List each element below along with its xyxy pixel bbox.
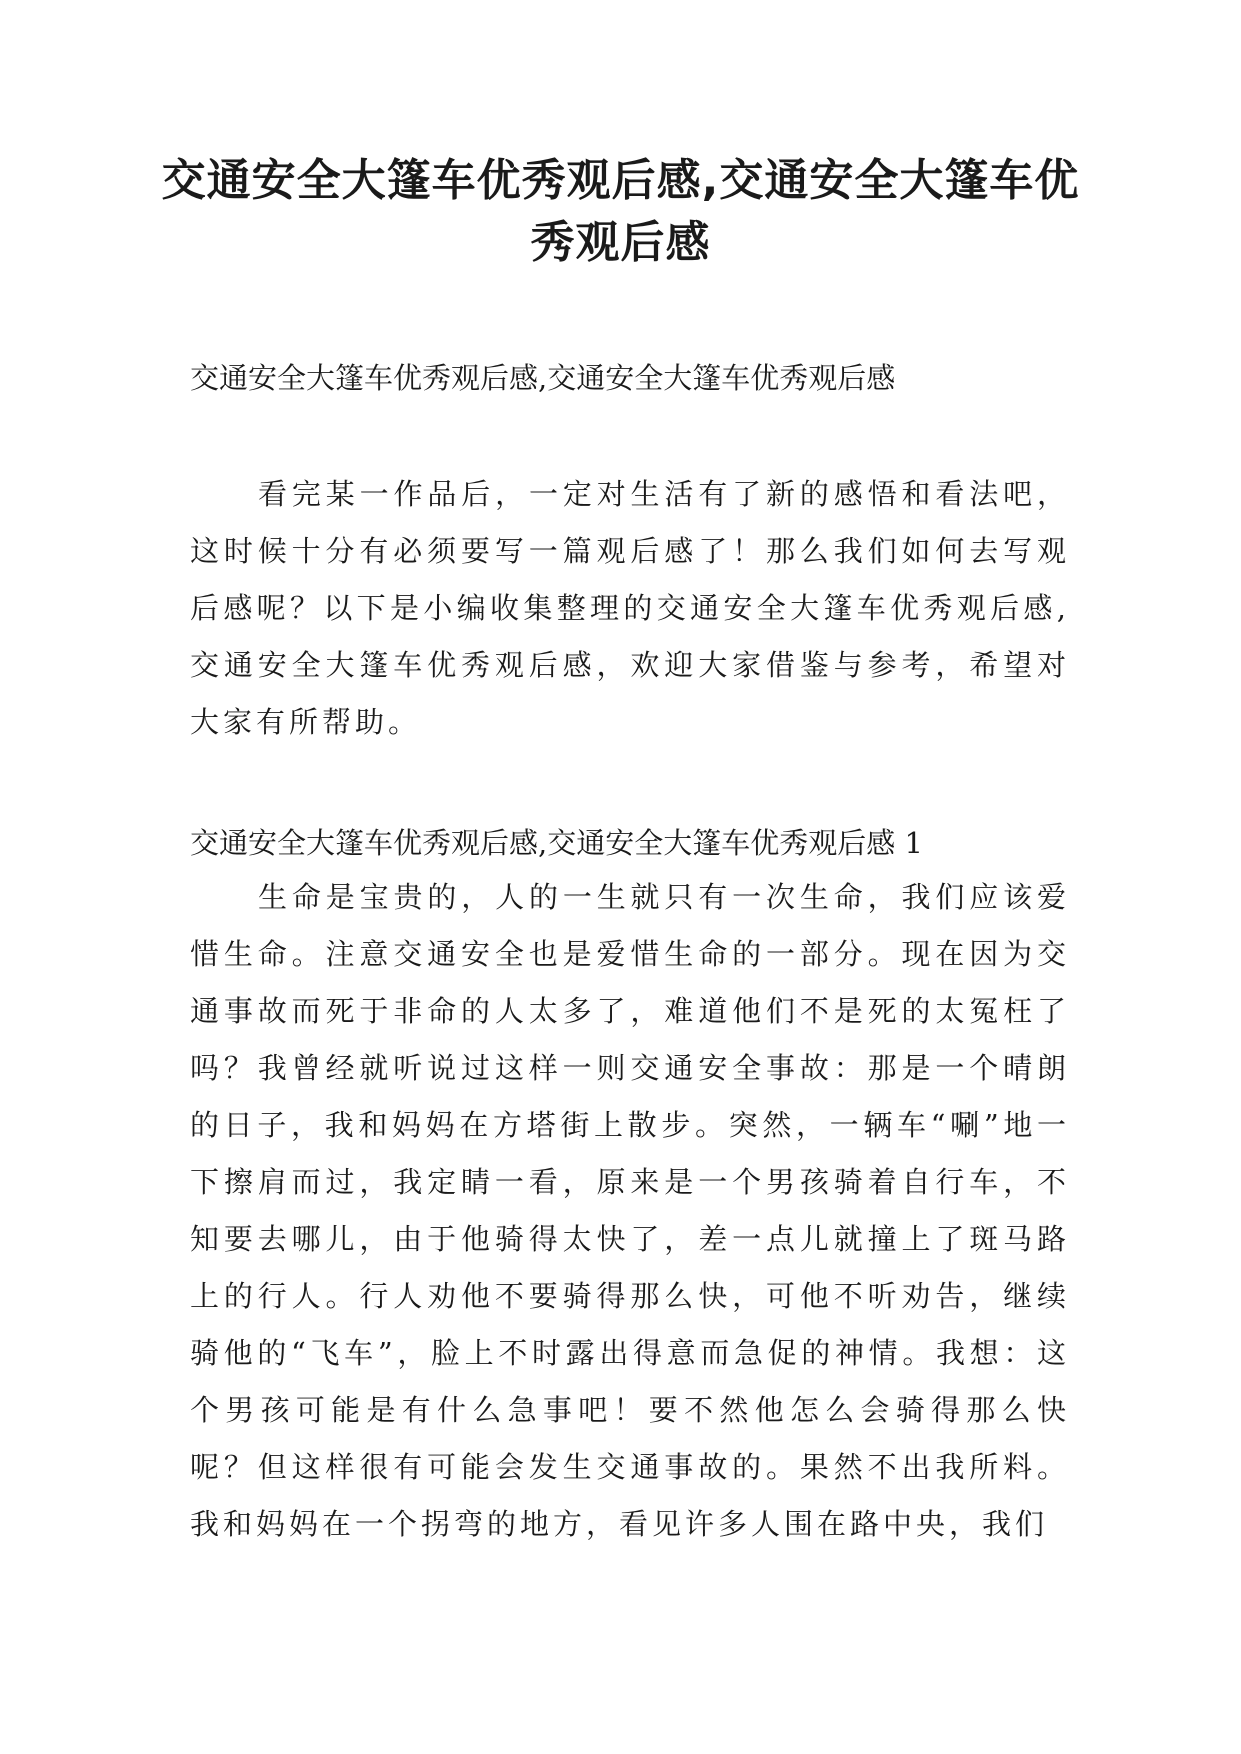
document-title: 交通安全大篷车优秀观后感,交通安全大篷车优秀观后感 <box>161 155 1080 268</box>
intro-paragraph: 看完某一作品后，一定对生活有了新的感悟和看法吧，这时候十分有必须要写一篇观后感了！那么我们如何去写观后感呢？以下是小编收集整理的交通安全大篷车优秀观后感,交通安全大篷车优秀观后感，欢迎大家借鉴与参考，希望对大家有所帮助。 <box>190 477 1070 739</box>
section-heading: 交通安全大篷车优秀观后感,交通安全大篷车优秀观后感 1 <box>190 826 923 860</box>
section-paragraph: 生命是宝贵的，人的一生就只有一次生命，我们应该爱惜生命。注意交通安全也是爱惜生命的一部分。现在因为交通事故而死于非命的人太多了，难道他们不是死的太冤枉了吗？我曾经就听说过这样一则交通安全事故：那是一个晴朗的日子，我和妈妈在方塔街上散步。突然，一辆车“唰”地一下擦肩而过，我定睛一看，原来是一个男孩骑着自行车，不知要去哪儿，由于他骑得太快了，差一点儿就撞上了斑马路上的行人。行人劝他不要骑得那么快，可他不听劝告，继续骑他的“飞车”，脸上不时露出得意而急促的神情。我想：这个男孩可能是有什么急事吧！要不然他怎么会骑得那么快呢？但这样很有可能会发生交通事故的。果然不出我所料。我和妈妈在一个拐弯的地方，看见许多人围在路中央，我们 <box>190 880 1070 1541</box>
document-subtitle: 交通安全大篷车优秀观后感,交通安全大篷车优秀观后感 <box>190 361 896 395</box>
